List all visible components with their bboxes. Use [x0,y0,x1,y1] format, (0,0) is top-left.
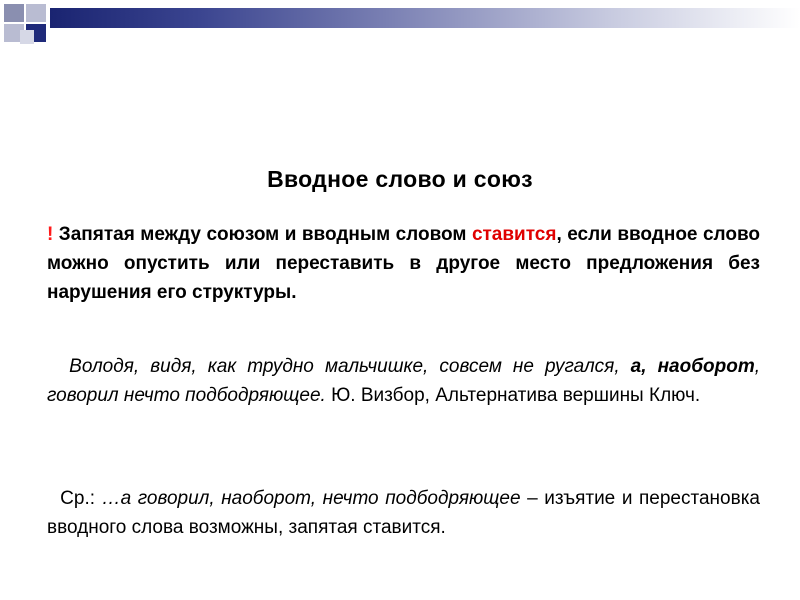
rule-text-after: , если вводное слово можно опустить или переставить в другое место предложения без нарушения его структуры. [47,224,760,303]
decor-square [4,4,24,22]
compare-prefix: Ср.: [60,488,102,509]
rule-highlight: ставится [471,224,557,245]
example-source: Ю. Визбор, Альтернатива вершины Ключ. [325,385,701,406]
compare-quote: …а говорил, наоборот, нечто подбодряющее [101,488,521,509]
decor-square [20,30,34,44]
rule-paragraph [47,220,760,307]
example-emphasis: а, наоборот [630,356,755,377]
compare-suffix: – изъятие и перестановка вводного слова возможны, запятая ставится. [47,488,760,538]
example-quote-end: , говорил нечто подбодряющее. [47,356,760,406]
example-paragraph [47,352,760,410]
rule-text-before: Запятая между союзом и вводным словом [53,224,472,245]
slide-title: Вводное слово и союз [267,166,533,192]
decor-square [26,4,46,22]
exclamation-mark: ! [47,224,54,245]
example-quote: Володя, видя, как трудно мальчишке, совсем не ругался, [69,356,631,377]
header-gradient-bar [50,8,800,28]
compare-paragraph [47,484,760,542]
